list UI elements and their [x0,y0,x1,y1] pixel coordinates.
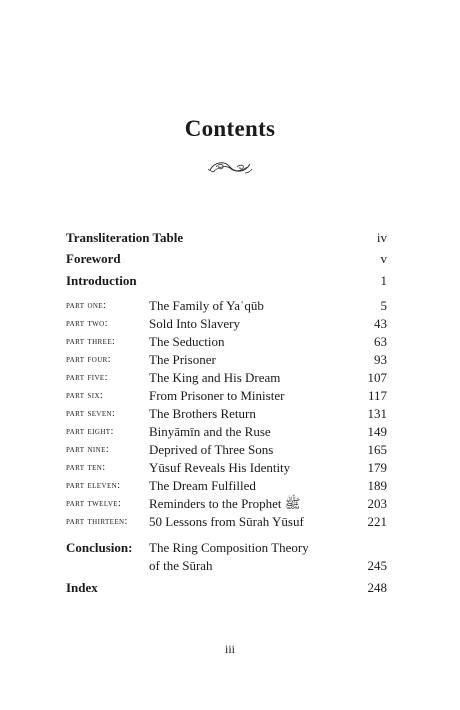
toc-part-title: Binyāmīn and the Ruse [149,424,271,439]
toc-conclusion-page: 245 [367,558,387,573]
toc-part-title: The Dream Fulfilled [149,478,256,493]
toc-entry-title: Foreword [66,251,121,266]
toc-part-title: From Prisoner to Minister [149,388,285,403]
toc-part-page: 107 [367,370,387,385]
toc-conclusion-label: Conclusion: [66,540,133,555]
toc-part-entry [66,388,387,406]
toc-part-entry [66,460,387,478]
toc-part-title: Sold Into Slavery [149,316,240,331]
toc-part-label: part eight: [66,426,114,437]
toc-entry-page: v [380,251,387,266]
toc-part-title: The King and His Dream [149,370,281,385]
toc-entry-title: Introduction [66,273,137,288]
toc-part-label: part nine: [66,444,110,455]
toc-entry-introduction [66,273,387,291]
flourish-ornament-icon [207,157,253,177]
toc-part-entry [66,298,387,316]
toc-part-title: The Family of Yaʿqūb [149,298,264,313]
page-title: Contents [184,116,276,141]
toc-part-title: The Prisoner [149,352,216,367]
toc-part-entry [66,424,387,442]
toc-entry-title: Transliteration Table [66,230,184,245]
toc-conclusion-title-line2: of the Sūrah [149,558,213,573]
toc-part-page: 189 [367,478,387,493]
toc-part-label: part eleven: [66,480,121,491]
toc-part-title: Yūsuf Reveals His Identity [149,460,291,475]
toc-part-label: part thirteen: [66,516,128,527]
toc-part-entry [66,352,387,370]
toc-part-entry [66,478,387,496]
toc-part-page: 203 [367,496,387,511]
toc-part-title: The Brothers Return [149,406,256,421]
toc-part-page: 5 [380,298,387,313]
toc-part-page: 179 [367,460,387,475]
toc-part-label: part five: [66,372,108,383]
toc-entry-transliteration [66,230,387,248]
toc-part-title: The Seduction [149,334,225,349]
toc-part-page: 221 [367,514,387,529]
toc-part-label: part four: [66,354,112,365]
toc-part-entry [66,514,387,532]
toc-part-label: part seven: [66,408,116,419]
toc-entry-page: 248 [367,580,387,595]
toc-part-label: part six: [66,390,104,401]
toc-part-label: part ten: [66,462,106,473]
toc-part-page: 165 [367,442,387,457]
toc-entry-foreword [66,251,387,269]
toc-conclusion-title-line1: The Ring Composition Theory [149,540,309,555]
toc-part-page: 117 [367,388,387,403]
toc-part-label: part twelve: [66,498,122,509]
toc-part-page: 149 [367,424,387,439]
toc-part-title: Reminders to the Prophet ﷺ [149,496,301,511]
toc-entry-page: 1 [380,273,387,288]
toc-part-entry [66,442,387,460]
toc-part-entry [66,370,387,388]
toc-part-label: part two: [66,318,108,329]
toc-part-label: part three: [66,336,116,347]
toc-part-page: 93 [374,352,387,367]
toc-part-entry [66,406,387,424]
toc-entry-page: iv [376,230,387,245]
page-number: iii [224,642,235,656]
toc-part-page: 43 [374,316,387,331]
toc-entry-conclusion [66,540,387,558]
toc-part-entry [66,316,387,334]
toc-part-entry [66,496,387,514]
toc-entry-index [66,580,387,598]
toc-entry-title: Index [66,580,98,595]
toc-part-page: 63 [374,334,387,349]
toc-part-page: 131 [367,406,387,421]
toc-part-title: Deprived of Three Sons [149,442,274,457]
toc-part-label: part one: [66,300,107,311]
toc-part-entry [66,334,387,352]
toc-entry-conclusion-cont [66,558,387,576]
toc-part-title: 50 Lessons from Sūrah Yūsuf [149,514,304,529]
